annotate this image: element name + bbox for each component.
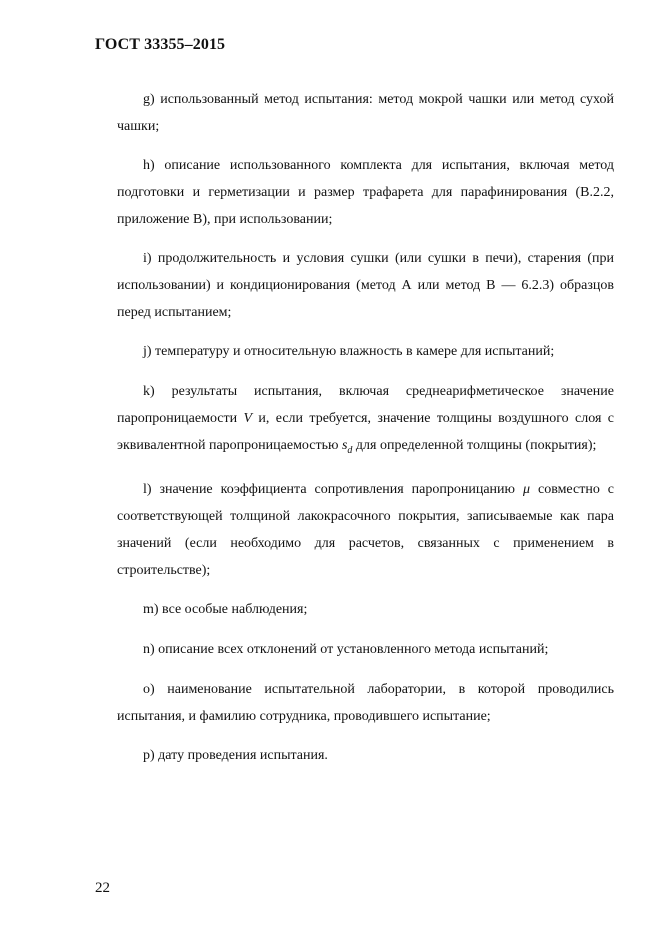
list-item-j: j) температуру и относительную влажность в камере для испытаний; — [143, 344, 555, 359]
list-item-l-text-b: совместно с соответствующей толщиной лакокрасочного покрытия, записываемые как пара значений (если необходимо для расчетов, связанных с применением в строительстве); — [117, 481, 614, 578]
standard-title: ГОСТ 33355–2015 — [95, 36, 226, 53]
list-item-o: o) наименование испытательной лаборатории, в которой проводились испытания, и фамилию сотрудника, проводившего испытание; — [117, 681, 614, 724]
list-item-p: p) дату проведения испытания. — [143, 747, 328, 763]
document-header — [95, 36, 225, 54]
symbol-s-subscript: d — [347, 444, 353, 456]
list-item-i: i) продолжительность и условия сушки (или сушки в печи), старения (при использовании) и кондиционирования (метод А или метод В — 6.2.3) образцов перед испытанием; — [117, 251, 614, 320]
list-item-k — [117, 378, 614, 464]
page-number: 22 — [95, 880, 110, 896]
symbol-s: s — [341, 438, 348, 453]
list-item-k-text-b: и, если требуется, значение толщины воздушного слоя с эквивалентной паропроницаемостью — [117, 411, 614, 453]
list-item-n: n) описание всех отклонений от установленного метода испытаний; — [143, 641, 549, 657]
list-item-k-text-c: для определенной толщины (покрытия); — [352, 438, 597, 453]
document-body — [117, 86, 614, 782]
list-item-h: h) описание использованного комплекта для испытания, включая метод подготовки и герметизации и размер трафарета для парафинирования (В.2.2, приложение В), при использовании; — [117, 158, 614, 227]
list-item-m: m) все особые наблюдения; — [143, 601, 308, 617]
list-item-l — [117, 476, 614, 584]
list-item-k-text-a: k) результаты испытания, включая среднеарифметическое значение паропроницаемости — [117, 384, 614, 426]
symbol-mu: μ — [522, 481, 531, 497]
symbol-v: V — [243, 411, 253, 426]
list-item-g: g) использованный метод испытания: метод мокрой чашки или метод сухой чашки; — [117, 92, 614, 134]
list-item-l-text-a: l) значение коэффициента сопротивления паропроницанию — [143, 481, 523, 497]
